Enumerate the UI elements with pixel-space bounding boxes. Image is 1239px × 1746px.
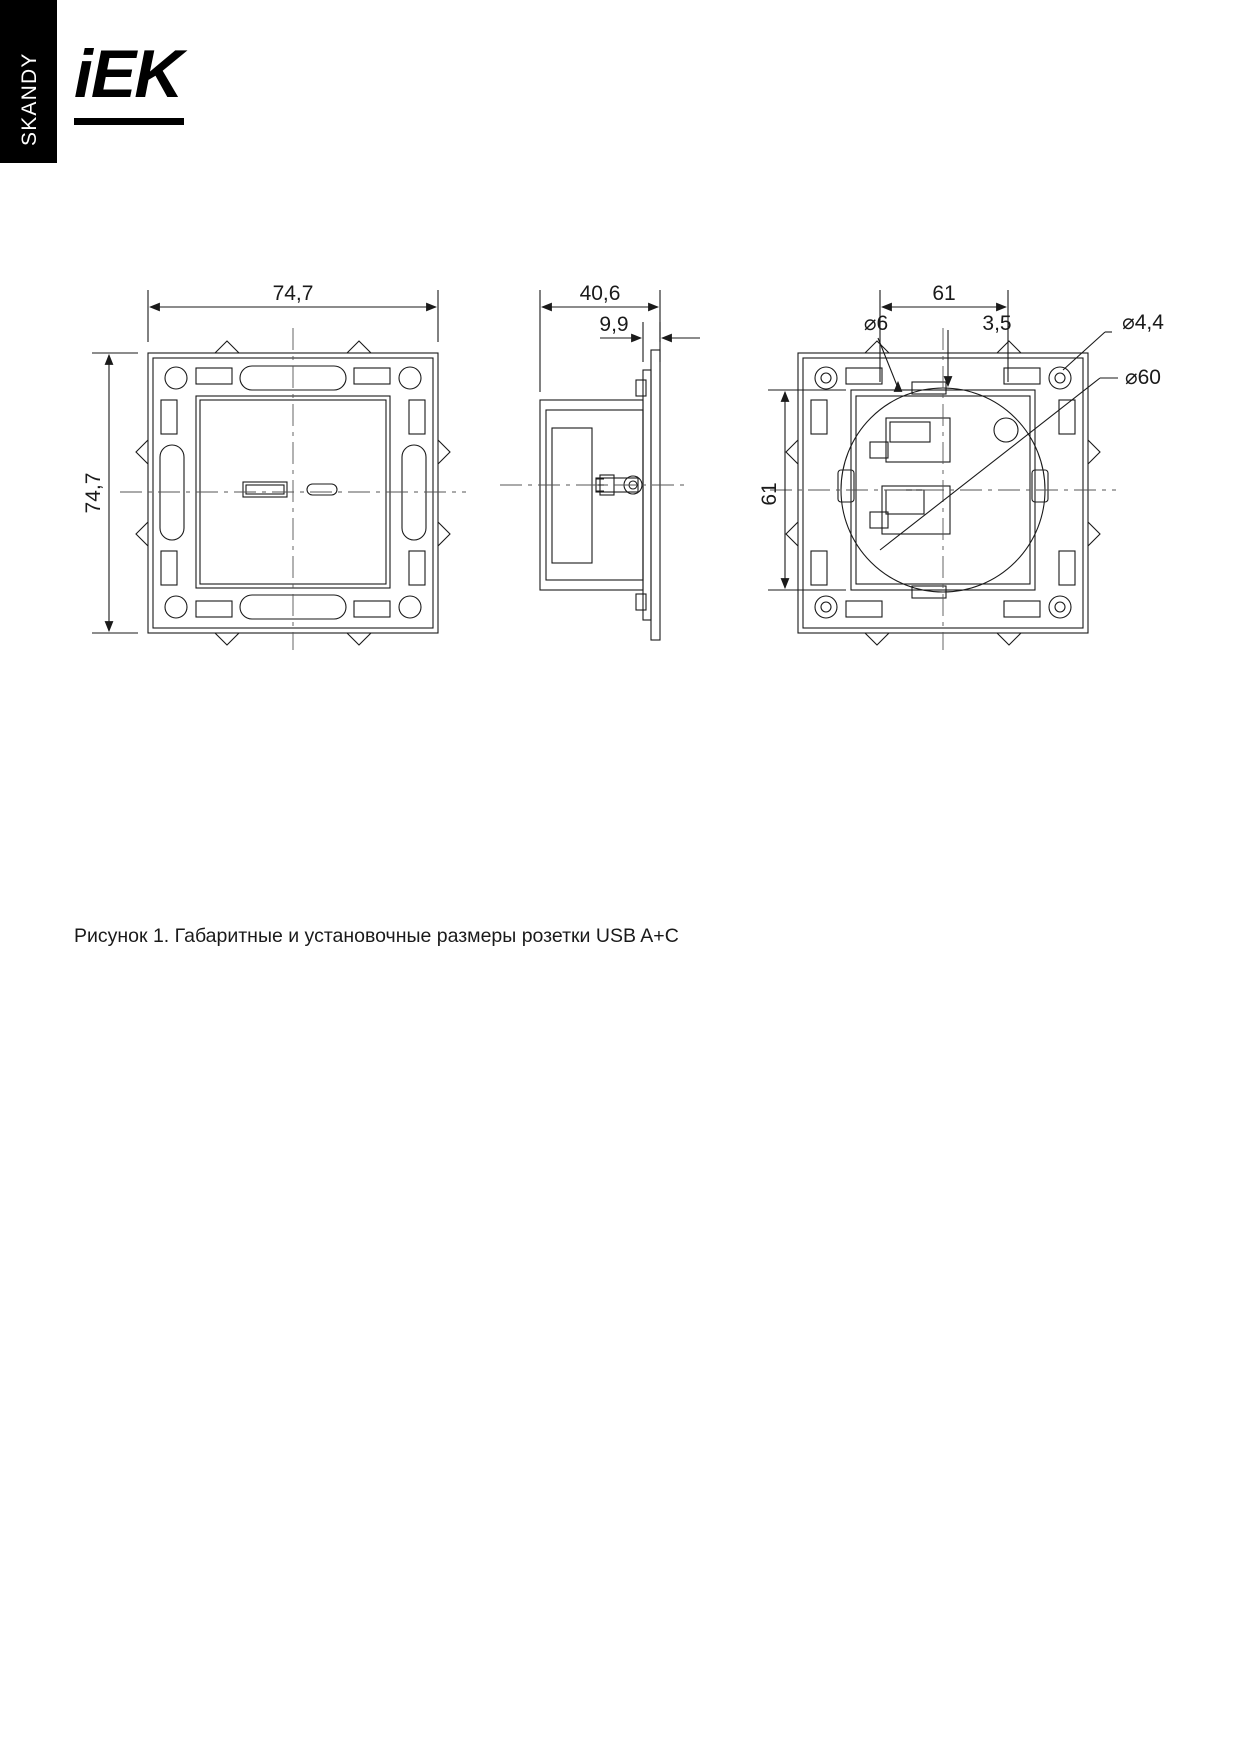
brand-side-tab xyxy=(0,0,57,163)
dim-label-d6: ⌀6 xyxy=(863,312,889,335)
dimension-drawing-svg xyxy=(0,250,1239,650)
iek-logo-underline xyxy=(74,118,184,125)
dim-label-d44: ⌀4,4 xyxy=(1122,311,1164,334)
front-view xyxy=(92,290,466,650)
brand-side-tab-label: SKANDY xyxy=(18,52,41,146)
dim-label-width-747: 74,7 xyxy=(272,282,314,305)
dim-label-d60: ⌀60 xyxy=(1124,366,1162,389)
dim-label-width-61: 61 xyxy=(932,282,956,305)
side-view xyxy=(500,290,700,640)
dim-label-height-61: 61 xyxy=(758,482,781,506)
page-header xyxy=(0,0,1239,163)
dim-label-35: 3,5 xyxy=(982,312,1012,335)
technical-drawing xyxy=(0,250,1239,650)
dim-label-height-747: 74,7 xyxy=(82,472,105,514)
mounting-view xyxy=(768,290,1118,650)
figure-caption: Рисунок 1. Габаритные и установочные размеры розетки USB A+C xyxy=(74,925,679,947)
dim-label-depth-406: 40,6 xyxy=(579,282,621,305)
iek-logo-text: iEK xyxy=(74,36,182,112)
dim-label-flange-99: 9,9 xyxy=(599,313,629,336)
